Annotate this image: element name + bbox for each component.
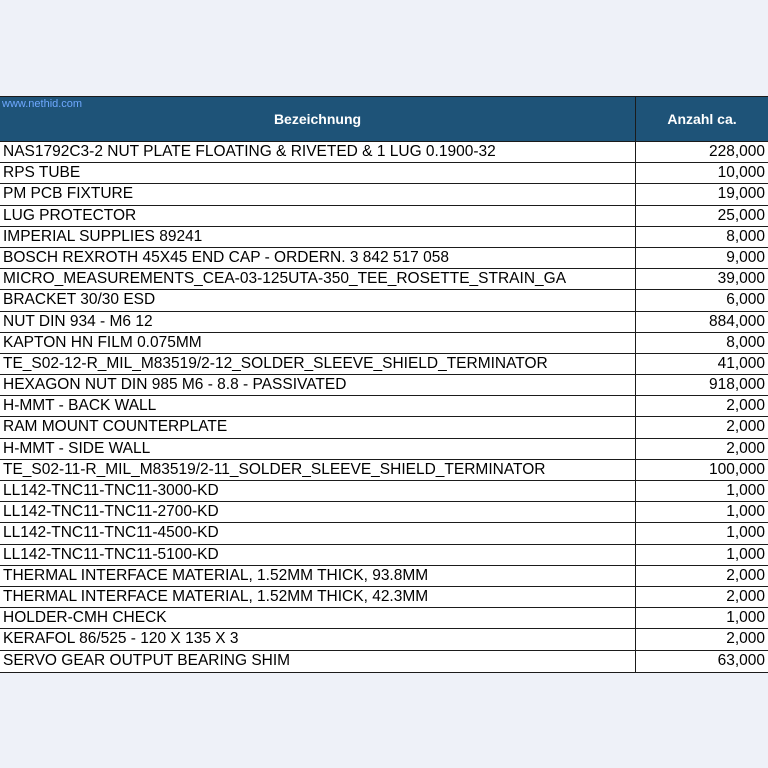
item-qty-cell: 2,000 [726,439,765,457]
table-row [0,248,768,269]
table-row [0,375,768,396]
table-row [0,460,768,481]
table-row [0,396,768,417]
table-row [0,417,768,438]
item-qty-cell: 1,000 [726,524,765,542]
table-row [0,587,768,608]
item-qty-cell: 25,000 [717,206,765,224]
item-qty-cell: 1,000 [726,545,765,563]
item-qty-cell: 2,000 [726,630,765,648]
item-qty-cell: 63,000 [717,651,765,669]
item-qty-cell: 8,000 [726,333,765,351]
table-header [0,97,768,142]
item-qty-cell: 1,000 [726,503,765,521]
item-name-cell: HOLDER-CMH CHECK [0,608,636,628]
table-row [0,608,768,629]
item-name-cell: RPS TUBE [0,163,636,183]
item-qty-cell: 2,000 [726,418,765,436]
item-name-cell: SERVO GEAR OUTPUT BEARING SHIM [0,651,636,672]
item-qty-cell: 6,000 [726,291,765,309]
table-row [0,629,768,650]
table-row [0,333,768,354]
item-qty-cell: 100,000 [708,460,765,478]
item-name-cell: LL142-TNC11-TNC11-3000-KD [0,481,636,501]
item-name-cell: NAS1792C3-2 NUT PLATE FLOATING & RIVETED & 1 LUG 0.1900-32 [0,142,636,162]
item-qty-cell: 9,000 [726,248,765,266]
item-name-cell: PM PCB FIXTURE [0,184,636,204]
item-name-cell: THERMAL INTERFACE MATERIAL, 1.52MM THICK, 42.3MM [0,587,636,607]
item-name-cell: LL142-TNC11-TNC11-5100-KD [0,545,636,565]
item-qty-cell: 39,000 [717,270,765,288]
table-row [0,142,768,163]
item-name-cell: TE_S02-12-R_MIL_M83519/2-12_SOLDER_SLEEVE_SHIELD_TERMINATOR [0,354,636,374]
item-name-cell: BOSCH REXROTH 45X45 END CAP - ORDERN. 3 842 517 058 [0,248,636,268]
table-row [0,439,768,460]
item-qty-cell: 19,000 [717,185,765,203]
item-name-cell: RAM MOUNT COUNTERPLATE [0,417,636,437]
item-qty-cell: 2,000 [726,397,765,415]
table-row [0,481,768,502]
item-name-cell: KAPTON HN FILM 0.075MM [0,333,636,353]
table-row [0,206,768,227]
item-qty-cell: 41,000 [717,354,765,372]
item-name-cell: TE_S02-11-R_MIL_M83519/2-11_SOLDER_SLEEVE_SHIELD_TERMINATOR [0,460,636,480]
header-qty: Anzahl ca. [667,111,737,127]
item-qty-cell: 1,000 [726,482,765,499]
item-qty-cell: 8,000 [726,227,765,245]
table-row [0,290,768,311]
table-row [0,184,768,205]
table-row [0,651,768,672]
item-name-cell: HEXAGON NUT DIN 985 M6 - 8.8 - PASSIVATED [0,375,636,395]
table-row [0,502,768,523]
item-name-cell: H-MMT - BACK WALL [0,396,636,416]
table-row [0,269,768,290]
table-body [0,142,768,672]
table-row [0,354,768,375]
watermark-text: www.nethid.com [2,98,83,110]
item-name-cell: LL142-TNC11-TNC11-4500-KD [0,523,636,543]
item-qty-cell: 884,000 [708,312,765,330]
item-name-cell: MICRO_MEASUREMENTS_CEA-03-125UTA-350_TEE_ROSETTE_STRAIN_GA [0,269,636,289]
parts-table [0,96,768,673]
item-name-cell: NUT DIN 934 - M6 12 [0,312,636,332]
item-name-cell: LUG PROTECTOR [0,206,636,226]
item-name-cell: KERAFOL 86/525 - 120 X 135 X 3 [0,629,636,649]
table-row [0,227,768,248]
item-name-cell: H-MMT - SIDE WALL [0,439,636,459]
item-name-cell: LL142-TNC11-TNC11-2700-KD [0,502,636,522]
item-qty-cell: 918,000 [708,376,765,394]
table-row [0,566,768,587]
item-name-cell: IMPERIAL SUPPLIES 89241 [0,227,636,247]
item-name-cell: BRACKET 30/30 ESD [0,290,636,310]
item-qty-cell: 1,000 [726,609,765,627]
table-row [0,163,768,184]
item-qty-cell: 10,000 [717,164,765,182]
item-qty-cell: 228,000 [708,143,765,160]
table-row [0,523,768,544]
item-name-cell: THERMAL INTERFACE MATERIAL, 1.52MM THICK, 93.8MM [0,566,636,586]
header-name: Bezeichnung [0,97,636,141]
item-qty-cell: 2,000 [726,587,765,605]
table-row [0,312,768,333]
table-row [0,545,768,566]
item-qty-cell: 2,000 [726,566,765,584]
